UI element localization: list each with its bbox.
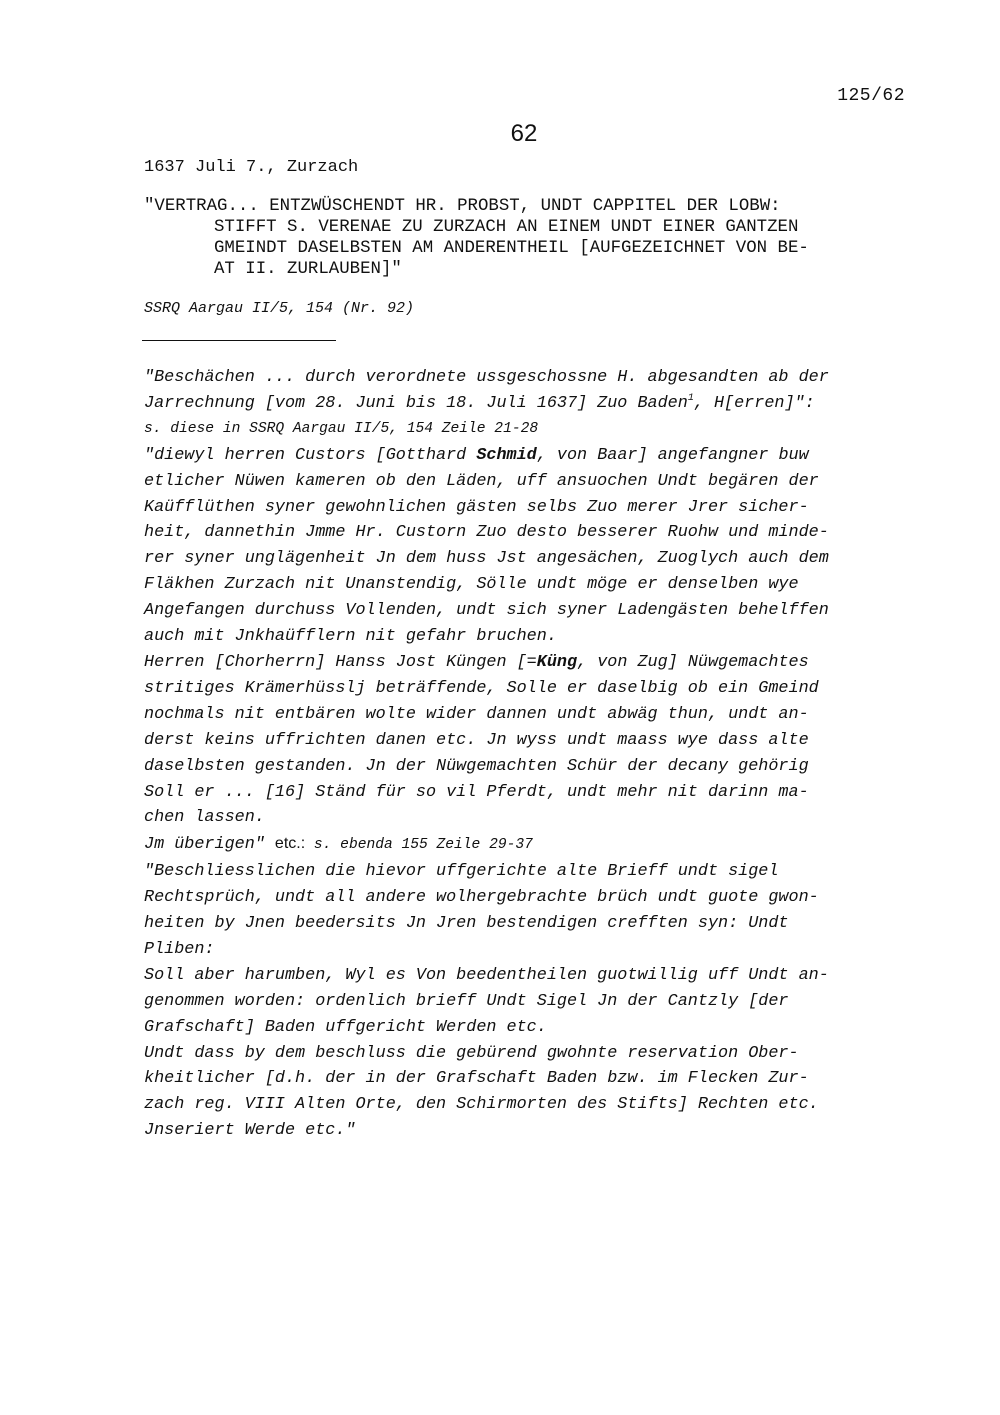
name-highlight: Schmid xyxy=(476,445,537,465)
text-line: etlicher Nüwen kameren ob den Läden, uff ansuochen Undt begären der xyxy=(144,471,819,491)
text-line: auch mit Jnkhaüfflern nit gefahr bruchen. xyxy=(144,627,557,647)
text-line: daselbsten gestanden. Jn der Nüwgemachten Schür der decany gehörig xyxy=(144,756,809,776)
text-line: Angefangen durchuss Vollenden, undt sich syner Ladengästen behelffen xyxy=(144,601,829,621)
name-highlight: Küng xyxy=(536,652,578,672)
text-line: genommen worden: ordenlich brieff Undt Sigel Jn der Cantzly [der xyxy=(144,991,789,1011)
text-line: Undt dass by dem beschluss die gebürend gwohnte reservation Ober- xyxy=(144,1043,799,1063)
title-line: STIFFT S. VERENAE ZU ZURZACH AN EINEM UNDT EINER GANTZEN xyxy=(214,218,799,237)
reference-line: s. diese in SSRQ Aargau II/5, 154 Zeile 21-28 xyxy=(144,420,539,437)
text-line: Jarrechnung [vom 28. Juni bis 18. Juli 1637] Zuo Baden$^1$, H[erren]": xyxy=(144,392,815,413)
text-line: Grafschaft] Baden uffgericht Werden etc. xyxy=(144,1017,547,1037)
divider xyxy=(142,340,336,341)
text-line: "diewyl herren Custors [Gotthard Schmid, von Baar] angefangner buw xyxy=(144,445,809,465)
transcription-body xyxy=(144,365,924,1144)
source-citation: SSRQ Aargau II/5, 154 (Nr. 92) xyxy=(144,300,415,317)
text-line: Fläkhen Zurzach nit Unanstendig, Sölle undt möge er denselben wye xyxy=(144,575,799,595)
text-line: chen lassen. xyxy=(144,808,265,828)
text-line: rer syner unglägenheit Jn dem huss Jst angesächen, Zuoglych auch dem xyxy=(144,549,829,569)
text-line: Soll aber harumben, Wyl es Von beedentheilen guotwillig uff Undt an- xyxy=(144,965,829,985)
document-title xyxy=(144,196,914,280)
text-line: nochmals nit entbären wolte wider dannen undt abwäg thun, undt an- xyxy=(144,704,809,724)
text-line: zach reg. VIII Alten Orte, den Schirmorten des Stifts] Rechten etc. xyxy=(144,1095,819,1115)
date-place: 1637 Juli 7., Zurzach xyxy=(144,158,359,177)
page-reference: 125/62 xyxy=(837,86,905,106)
text-line: Rechtsprüch, undt all andere wolhergebrachte brüch undt guote gwon- xyxy=(144,888,819,908)
text-line: "Beschliesslichen die hievor uffgerichte alte Brieff undt sigel xyxy=(144,862,779,882)
text-line: Jm überigen" etc.: s. ebenda 155 Zeile 29-37 xyxy=(144,835,533,855)
title-line: "VERTRAG... ENTZWÜSCHENDT HR. PROBST, UNDT CAPPITEL DER LOBW: xyxy=(144,197,781,216)
etc-upright: etc.: xyxy=(274,835,306,853)
text-line: derst keins uffrichten danen etc. Jn wyss undt maass wye dass alte xyxy=(144,730,809,750)
text-line: Jnseriert Werde etc." xyxy=(144,1121,356,1141)
text-line: Pliben: xyxy=(144,939,215,959)
footnote-marker: 1 xyxy=(687,392,694,404)
text-line: "Beschächen ... durch verordnete ussgeschossne H. abgesandten ab der xyxy=(144,368,829,387)
title-line: GMEINDT DASELBSTEN AM ANDERENTHEIL [AUFGEZEICHNET VON BE- xyxy=(214,239,809,258)
text-line: stritiges Krämerhüsslj beträffende, Solle er daselbig ob ein Gmeind xyxy=(144,678,819,698)
page-number: 62 xyxy=(510,120,538,147)
text-line: Soll er ... [16] Ständ für so vil Pferdt, undt mehr nit darinn ma- xyxy=(144,782,809,802)
text-line: kheitlicher [d.h. der in der Grafschaft Baden bzw. im Flecken Zur- xyxy=(144,1069,809,1089)
text-line: Herren [Chorherrn] Hanss Jost Küngen [=Küng, von Zug] Nüwgemachtes xyxy=(144,652,809,672)
text-line: heit, dannethin Jmme Hr. Custorn Zuo desto besserer Ruohw und minde- xyxy=(144,523,829,543)
text-line: Kaüfflüthen syner gewohnlichen gästen selbs Zuo merer Jrer sicher- xyxy=(144,497,809,517)
text-line: heiten by Jnen beedersits Jn Jren bestendigen crefften syn: Undt xyxy=(144,914,789,934)
title-line: AT II. ZURLAUBEN]" xyxy=(214,260,402,279)
